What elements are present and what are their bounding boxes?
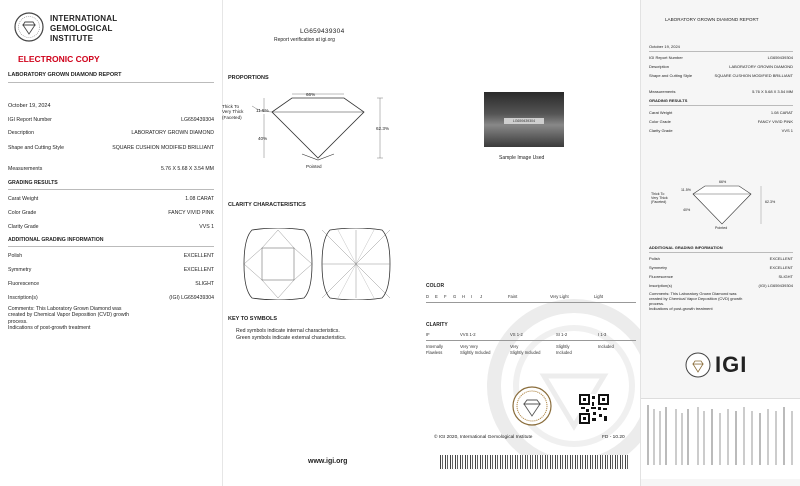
sample-image-label: Sample Image Used: [499, 155, 545, 161]
clarity-scale-title: CLARITY: [426, 322, 448, 328]
right-row-description: Description LABORATORY GROWN DIAMOND: [649, 64, 793, 69]
rotated-summary-card: [641, 398, 800, 479]
right-row-inscription: Inscription(s) (IGI) LG659439304: [649, 283, 793, 288]
culet-label: Pointed: [306, 164, 322, 169]
copyright-text: © IGI 2020, International Gemological Institute: [434, 435, 533, 440]
institute-name: INTERNATIONAL GEMOLOGICAL INSTITUTE: [50, 14, 118, 43]
row-clarity: Clarity Grade VVS 1: [8, 224, 214, 230]
right-row-report-number: IGI Report Number LG659439304: [649, 55, 793, 60]
row-carat: Carat Weight 1.08 CARAT: [8, 196, 214, 202]
website-link[interactable]: www.igi.org: [308, 458, 348, 465]
right-igi-logo-text: IGI: [715, 352, 748, 377]
proportions-diagram: [252, 92, 392, 170]
right-report-title: LABORATORY GROWN DIAMOND REPORT: [665, 17, 759, 22]
clarity-characteristics-title: CLARITY CHARACTERISTICS: [228, 202, 306, 208]
color-scale: D E F G H I J Faint Very Light Light: [426, 294, 604, 299]
electronic-copy-label: ELECTRONIC COPY: [18, 54, 100, 64]
proportions-title: PROPORTIONS: [228, 75, 269, 81]
right-girdle-label: Thick To Very Thick (Faceted): [651, 192, 668, 205]
report-title: LABORATORY GROWN DIAMOND REPORT: [8, 72, 122, 78]
report-middle-panel: [222, 0, 640, 486]
report-left-panel: [0, 0, 223, 486]
key-line-red: Red symbols indicate internal characteristics.: [236, 328, 340, 334]
igi-seal-icon: [14, 12, 44, 42]
pavilion-plot-diagram: [320, 228, 392, 300]
right-row-measurements: Measurements 5.76 X 5.68 X 3.54 MM: [649, 89, 793, 94]
clarity-scale: IF VVS 1-2 VS 1-2 SI 1-2 I 1-3 Internally Flawless Very Very Slightly Included Very Slightly Included Slightly Included Included: [426, 332, 636, 362]
key-line-green: Green symbols indicate external characteristics.: [236, 335, 347, 341]
right-row-shape: Shape and Cutting Style SQUARE CUSHION MODIFIED BRILLIANT: [649, 73, 793, 78]
color-scale-title: COLOR: [426, 283, 445, 289]
right-additional-title: ADDITIONAL GRADING INFORMATION: [649, 245, 723, 250]
rotated-summary-lines: [641, 399, 800, 479]
pavilion-percent: 40%: [258, 136, 268, 141]
key-to-symbols-title: KEY TO SYMBOLS: [228, 316, 278, 322]
watermark-seal-icon: [484, 296, 642, 466]
right-row-carat: Carat Weight 1.08 CARAT: [649, 110, 793, 115]
row-measurements: Measurements 5.76 X 5.68 X 3.54 MM: [8, 166, 214, 172]
igi-gold-seal-icon: [512, 386, 552, 426]
row-symmetry: Symmetry EXCELLENT: [8, 267, 214, 273]
form-code: FD - 10.20: [602, 435, 625, 440]
row-polish: Polish EXCELLENT: [8, 253, 214, 259]
girdle-label: Thick To Very Thick (Faceted): [222, 104, 244, 120]
report-date: October 19, 2024: [8, 103, 51, 109]
right-row-polish: Polish EXCELLENT: [649, 256, 793, 261]
additional-grading-title: ADDITIONAL GRADING INFORMATION: [8, 237, 104, 243]
row-shape: Shape and Cutting Style SQUARE CUSHION MODIFIED BRILLIANT: [8, 145, 214, 151]
right-igi-seal-icon: [685, 352, 711, 378]
comments-text: Comments: This Laboratory Grown Diamond was created by Chemical Vapor Deposition (CVD) growth process. Indications of post-growth treatment: [8, 306, 129, 332]
right-row-color: Color Grade FANCY VIVID PINK: [649, 119, 793, 124]
right-proportions-diagram: [681, 182, 767, 232]
verification-text: Report verification at igi.org: [274, 37, 335, 43]
crown-percent: 11.5%: [256, 108, 269, 113]
right-row-fluorescence: Fluorescence SLIGHT: [649, 274, 793, 279]
row-report-number: IGI Report Number LG659439304: [8, 117, 214, 123]
security-barcode-strip: [440, 455, 630, 469]
crown-plot-diagram: [242, 228, 314, 300]
sample-diamond-image: LG659439304: [484, 92, 564, 147]
report-right-panel: LABORATORY GROWN DIAMOND REPORT October 19, 2024 IGI Report Number LG659439304 Description LABORATORY GROWN DIAMOND Shape and Cutting Style SQUARE CUSHION MODIFIED BRILLIANT Measurements 5.76 X 5.68 X 3.54 MM GRADING RESULTS Carat Weight 1.08 CARAT Color Grade FANCY VIVID PINK Clarity Grade VVS 1 Thick To Very Thick (Faceted) 66% 11.5% 40% 62.3% Pointed ADDITIONAL GRADING INFORMATION Polish EXCELLENT Symmetry EXCELLENT Fluorescence SLIGHT Inscription(s) (IGI) LG659439304 Comments: This Laboratory Grown Diamond was created by Chemical Vapor Deposition (CVD) growth process. Indications of post-growth treatment IGI: [640, 0, 800, 486]
row-description: Description LABORATORY GROWN DIAMOND: [8, 130, 214, 136]
right-comments: Comments: This Laboratory Grown Diamond was created by Chemical Vapor Deposition (CVD) growth process. Indications of post-growth treatment: [649, 291, 743, 311]
right-date: October 19, 2024: [649, 44, 680, 49]
right-grading-title: GRADING RESULTS: [649, 98, 688, 103]
right-row-symmetry: Symmetry EXCELLENT: [649, 265, 793, 270]
report-number-header: LG659439304: [300, 28, 345, 35]
table-percent: 66%: [306, 92, 316, 97]
qr-code-icon[interactable]: [579, 394, 609, 424]
row-fluorescence: Fluorescence SLIGHT: [8, 281, 214, 287]
row-color: Color Grade FANCY VIVID PINK: [8, 210, 214, 216]
row-inscription: Inscription(s) (IGI) LG659439304: [8, 295, 214, 301]
depth-percent: 62.3%: [376, 126, 390, 131]
grading-results-title: GRADING RESULTS: [8, 180, 58, 186]
right-row-clarity: Clarity Grade VVS 1: [649, 128, 793, 133]
